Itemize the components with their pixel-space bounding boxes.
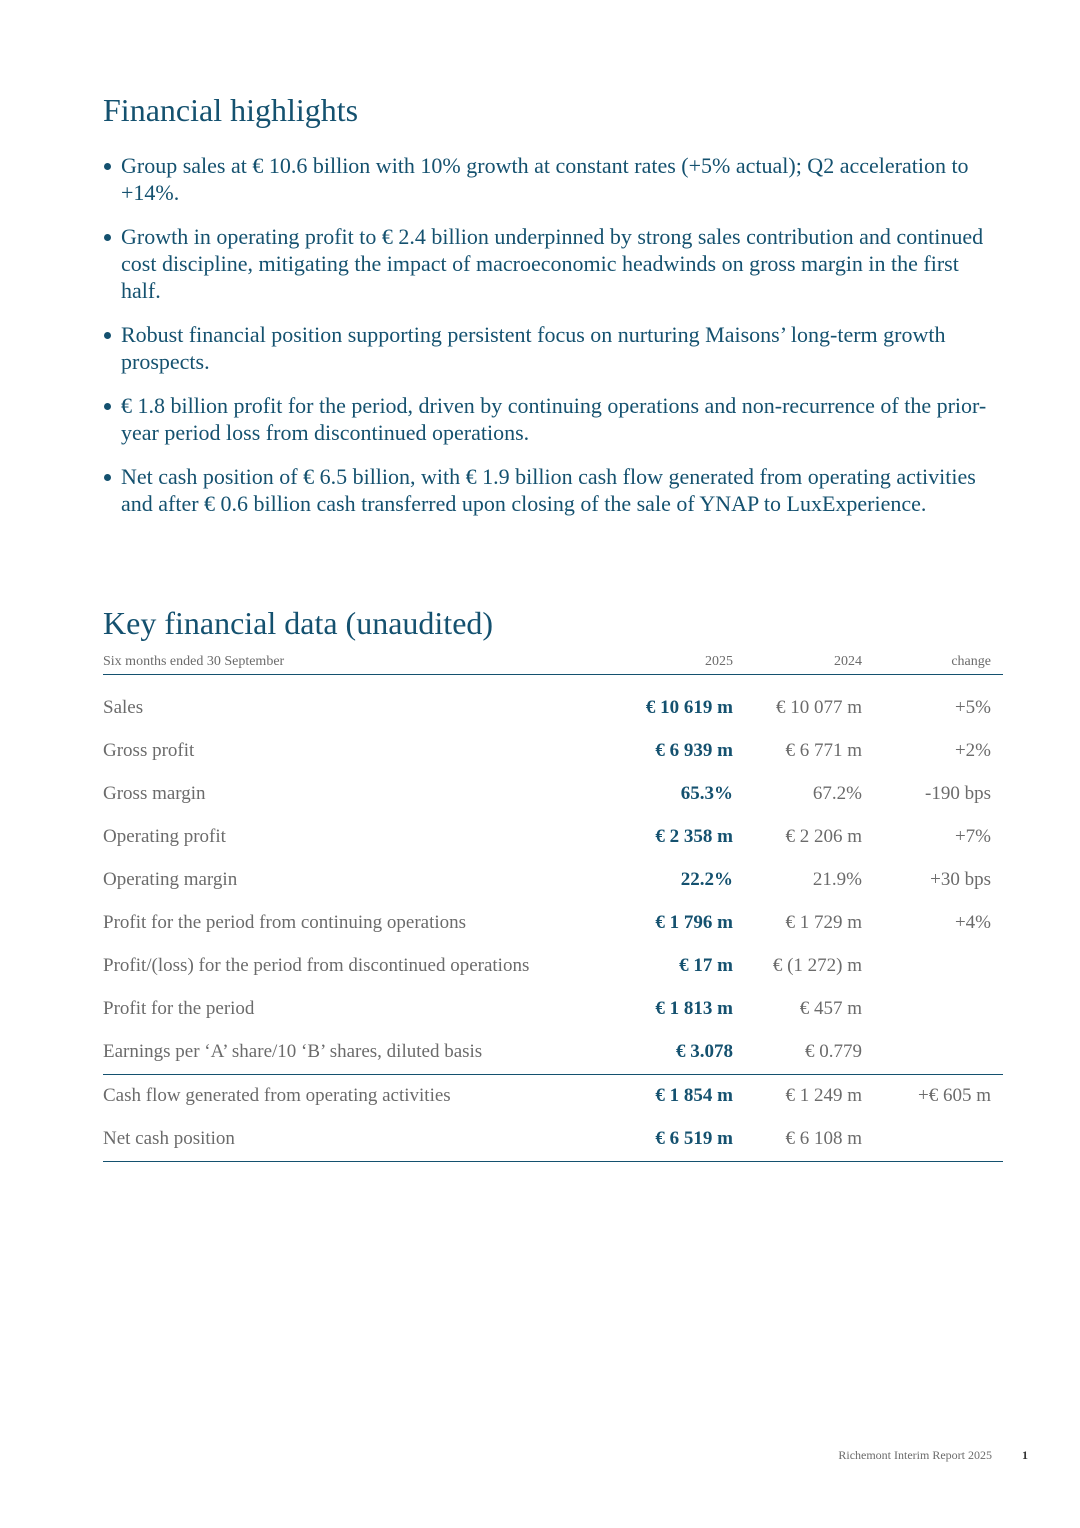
header-2025: 2025 <box>705 654 733 669</box>
table-row: Earnings per ‘A’ share/10 ‘B’ shares, diluted basis € 3.078 € 0.779 <box>103 1031 1003 1075</box>
highlight-item: Group sales at € 10.6 billion with 10% growth at constant rates (+5% actual); Q2 acceleration to +14%. <box>103 152 1003 206</box>
table-row: Net cash position € 6 519 m € 6 108 m <box>103 1118 1003 1162</box>
bullet-dot-icon <box>104 332 111 339</box>
key-financial-data-title: Key financial data (unaudited) <box>103 605 494 641</box>
bullet-dot-icon <box>104 234 111 241</box>
footer-text: Richemont Interim Report 2025 <box>838 1448 992 1462</box>
table-row: Gross profit € 6 939 m € 6 771 m +2% <box>103 740 991 761</box>
highlights-list <box>103 152 1003 534</box>
table-row: Profit for the period € 1 813 m € 457 m <box>103 998 862 1019</box>
financial-highlights-title: Financial highlights <box>103 92 359 128</box>
table-row: Operating profit € 2 358 m € 2 206 m +7% <box>103 826 991 847</box>
bullet-dot-icon <box>104 474 111 481</box>
key-financial-table <box>103 650 1003 1162</box>
bullet-dot-icon <box>104 403 111 410</box>
header-2024: 2024 <box>834 654 862 669</box>
table-header <box>103 650 1003 675</box>
highlight-item: Net cash position of € 6.5 billion, with € 1.9 billion cash flow generated from operating activities and after € 0.6 billion cash transferred upon closing of the sale of YNAP to LuxExperience. <box>103 463 1003 517</box>
table-row: Profit/(loss) for the period from discontinued operations € 17 m € (1 272) m <box>103 955 862 976</box>
header-change: change <box>951 654 991 669</box>
bullet-dot-icon <box>104 163 111 170</box>
table-row: Operating margin 22.2% 21.9% +30 bps <box>103 869 991 890</box>
header-period: Six months ended 30 September <box>103 654 285 669</box>
page-number: 1 <box>1022 1448 1028 1462</box>
highlight-item: Growth in operating profit to € 2.4 billion underpinned by strong sales contribution and continued cost discipline, mitigating the impact of macroeconomic headwinds on gross margin in the first half. <box>103 223 1003 304</box>
table-row: Sales € 10 619 m € 10 077 m +5% <box>103 697 991 718</box>
table-row: Cash flow generated from operating activities € 1 854 m € 1 249 m +€ 605 m <box>103 1085 991 1106</box>
highlight-item: Robust financial position supporting persistent focus on nurturing Maisons’ long-term growth prospects. <box>103 321 1003 375</box>
table-row: Profit for the period from continuing operations € 1 796 m € 1 729 m +4% <box>103 912 991 933</box>
highlight-item: € 1.8 billion profit for the period, driven by continuing operations and non-recurrence of the prior-year period loss from discontinued operations. <box>103 392 1003 446</box>
table-row: Gross margin 65.3% 67.2% -190 bps <box>103 783 991 804</box>
